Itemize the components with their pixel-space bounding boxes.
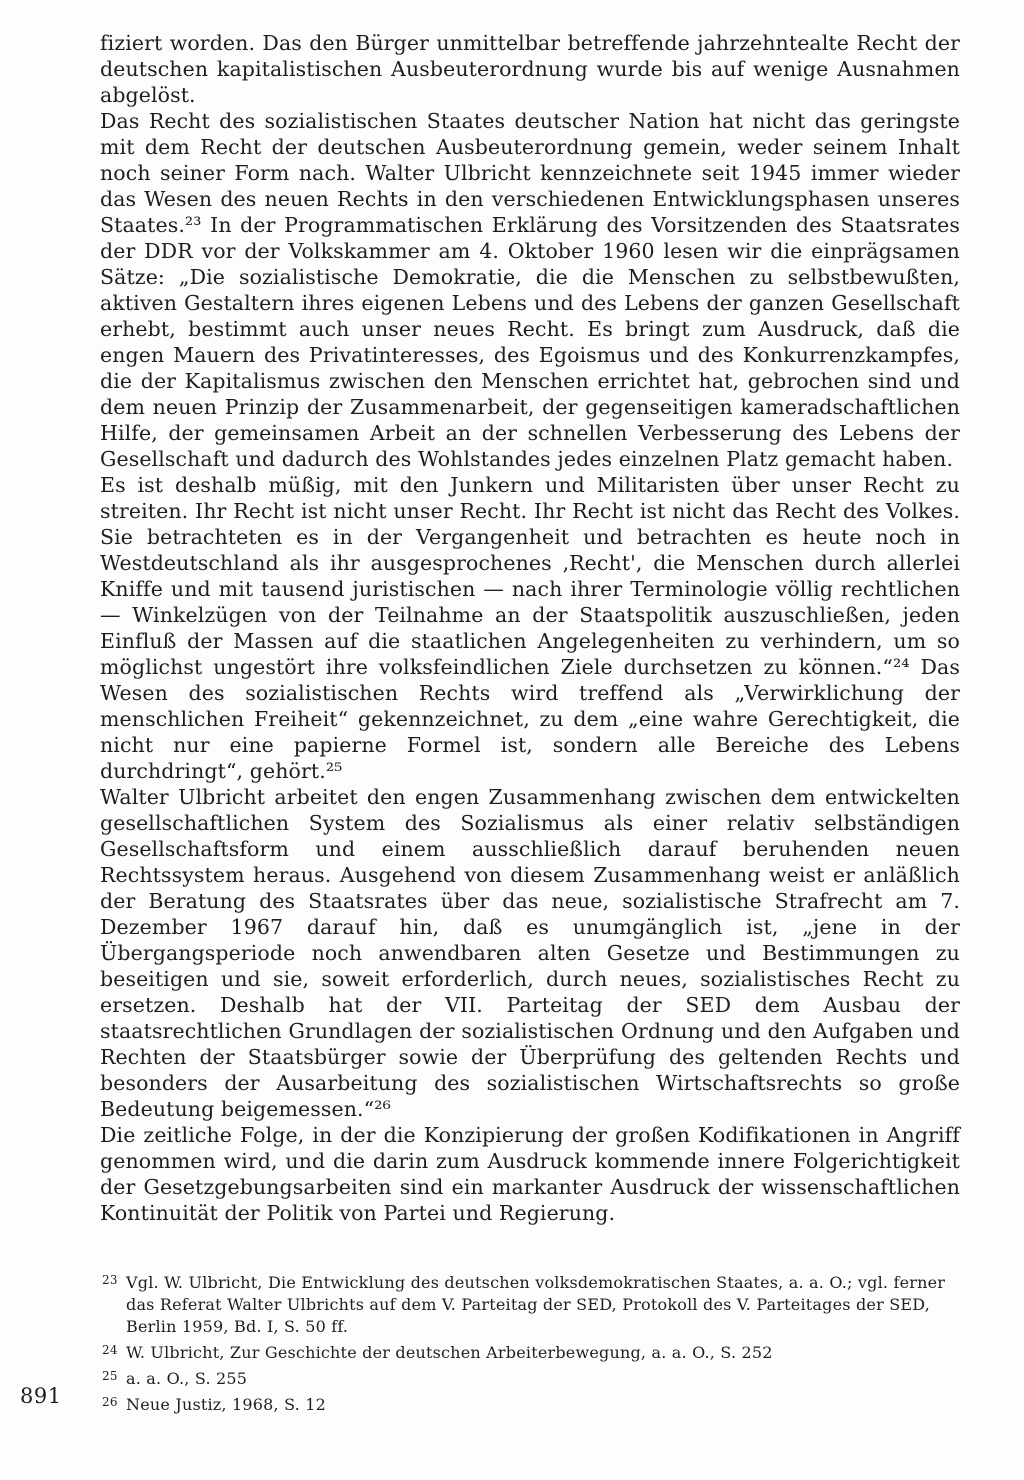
footnote-23: [100, 1272, 960, 1338]
paragraph: Walter Ulbricht arbeitet den engen Zusammenhang zwischen dem entwickelten gesellschaftlichen System des Sozialismus als einer relativ selbständigen Gesellschaftsform und einem ausschließlich darauf beruhenden neuen Rechtssystem heraus. Ausgehend von diesem Zusammenhang weist er anläßlich der Beratung des Staatsrates über das neue, sozialistische Strafrecht am 7. Dezember 1967 darauf hin, daß es unumgänglich ist, „jene in der Übergangsperiode noch anwendbaren alten Gesetze und Bestimmungen zu beseitigen und sie, soweit erforderlich, durch neues, sozialistisches Recht zu ersetzen. Deshalb hat der VII. Parteitag der SED dem Ausbau der staatsrechtlichen Grundlagen der sozialistischen Ordnung und den Aufgaben und Rechten der Staatsbürger sowie der Überprüfung des geltenden Rechts und besonders der Ausarbeitung des sozialistischen Wirtschaftsrechts so große Bedeutung beigemessen.“²⁶: [100, 785, 960, 1121]
page-number: 891: [20, 1384, 62, 1408]
body-text: [100, 30, 960, 1226]
paragraph: Es ist deshalb müßig, mit den Junkern und Militaristen über unser Recht zu streiten. Ihr Recht ist nicht unser Recht. Ihr Recht ist nicht das Recht des Volkes. Sie betrachteten es in der Vergangenheit und betrachten es heute noch in Westdeutschland als ihr ausgesprochenes ‚Recht', die Menschen durch allerlei Kniffe und mit tausend juristischen — nach ihrer Terminologie völlig rechtlichen — Winkelzügen von der Teilnahme an der Staatspolitik auszuschließen, jeden Einfluß der Massen auf die staatlichen Angelegenheiten zu verhindern, um so möglichst ungestört ihre volksfeindlichen Ziele durchsetzen zu können.“²⁴ Das Wesen des sozialistischen Rechts wird treffend als „Verwirklichung der menschlichen Freiheit“ gekennzeichnet, zu dem „eine wahre Gerechtigkeit, die nicht nur eine papierne Formel ist, sondern alle Bereiche des Lebens durchdringt“, gehört.²⁵: [100, 473, 960, 783]
footnote-25: [100, 1368, 960, 1390]
footnote-mark: 23: [102, 1273, 118, 1287]
footnote-mark: 26: [102, 1395, 118, 1409]
footnote-24: [100, 1342, 960, 1364]
paragraph: fiziert worden. Das den Bürger unmittelbar betreffende jahrzehntealte Recht der deutschen kapitalistischen Ausbeuterordnung wurde bis auf wenige Ausnahmen abgelöst.: [100, 31, 960, 107]
footnote-text: Neue Justiz, 1968, S. 12: [126, 1395, 327, 1414]
paragraph: Die zeitliche Folge, in der die Konzipierung der großen Kodifikationen in Angriff genommen wird, und die darin zum Ausdruck kommende innere Folgerichtigkeit der Gesetzgebungsarbeiten sind ein markanter Ausdruck der wissenschaftlichen Kontinuität der Politik von Partei und Regierung.: [100, 1123, 960, 1225]
paragraph: Das Recht des sozialistischen Staates deutscher Nation hat nicht das geringste mit dem Recht der deutschen Ausbeuterordnung gemein, weder seinem Inhalt noch seiner Form nach. Walter Ulbricht kennzeichnete seit 1945 immer wieder das Wesen des neuen Rechts in den verschiedenen Entwicklungsphasen unseres Staates.²³ In der Programmatischen Erklärung des Vorsitzenden des Staatsrates der DDR vor der Volkskammer am 4. Oktober 1960 lesen wir die einprägsamen Sätze: „Die sozialistische Demokratie, die die Menschen zu selbstbewußten, aktiven Gestaltern ihres eigenen Lebens und des Lebens der ganzen Gesellschaft erhebt, bestimmt auch unser neues Recht. Es bringt zum Ausdruck, daß die engen Mauern des Privatinteresses, des Egoismus und des Konkurrenzkampfes, die der Kapitalismus zwischen den Menschen errichtet hat, gebrochen sind und dem neuen Prinzip der Zusammenarbeit, der gegenseitigen kameradschaftlichen Hilfe, der gemeinsamen Arbeit an der schnellen Verbesserung des Lebens der Gesellschaft und dadurch des Wohlstandes jedes einzelnen Platz gemacht haben.: [100, 109, 960, 471]
footnote-mark: 24: [102, 1343, 118, 1357]
footnote-text: W. Ulbricht, Zur Geschichte der deutschen Arbeiterbewegung, a. a. O., S. 252: [126, 1343, 773, 1362]
footnote-text: Vgl. W. Ulbricht, Die Entwicklung des deutschen volksdemokratischen Staates, a. a. O.; vgl. ferner das Referat Walter Ulbrichts auf dem V. Parteitag der SED, Protokoll des V. Parteitages der SED, Berlin 1959, Bd. I, S. 50 ff.: [126, 1273, 946, 1336]
footnote-text: a. a. O., S. 255: [126, 1369, 248, 1388]
footnote-26: [100, 1394, 960, 1416]
footnotes: [100, 1272, 960, 1420]
footnote-mark: 25: [102, 1369, 118, 1383]
